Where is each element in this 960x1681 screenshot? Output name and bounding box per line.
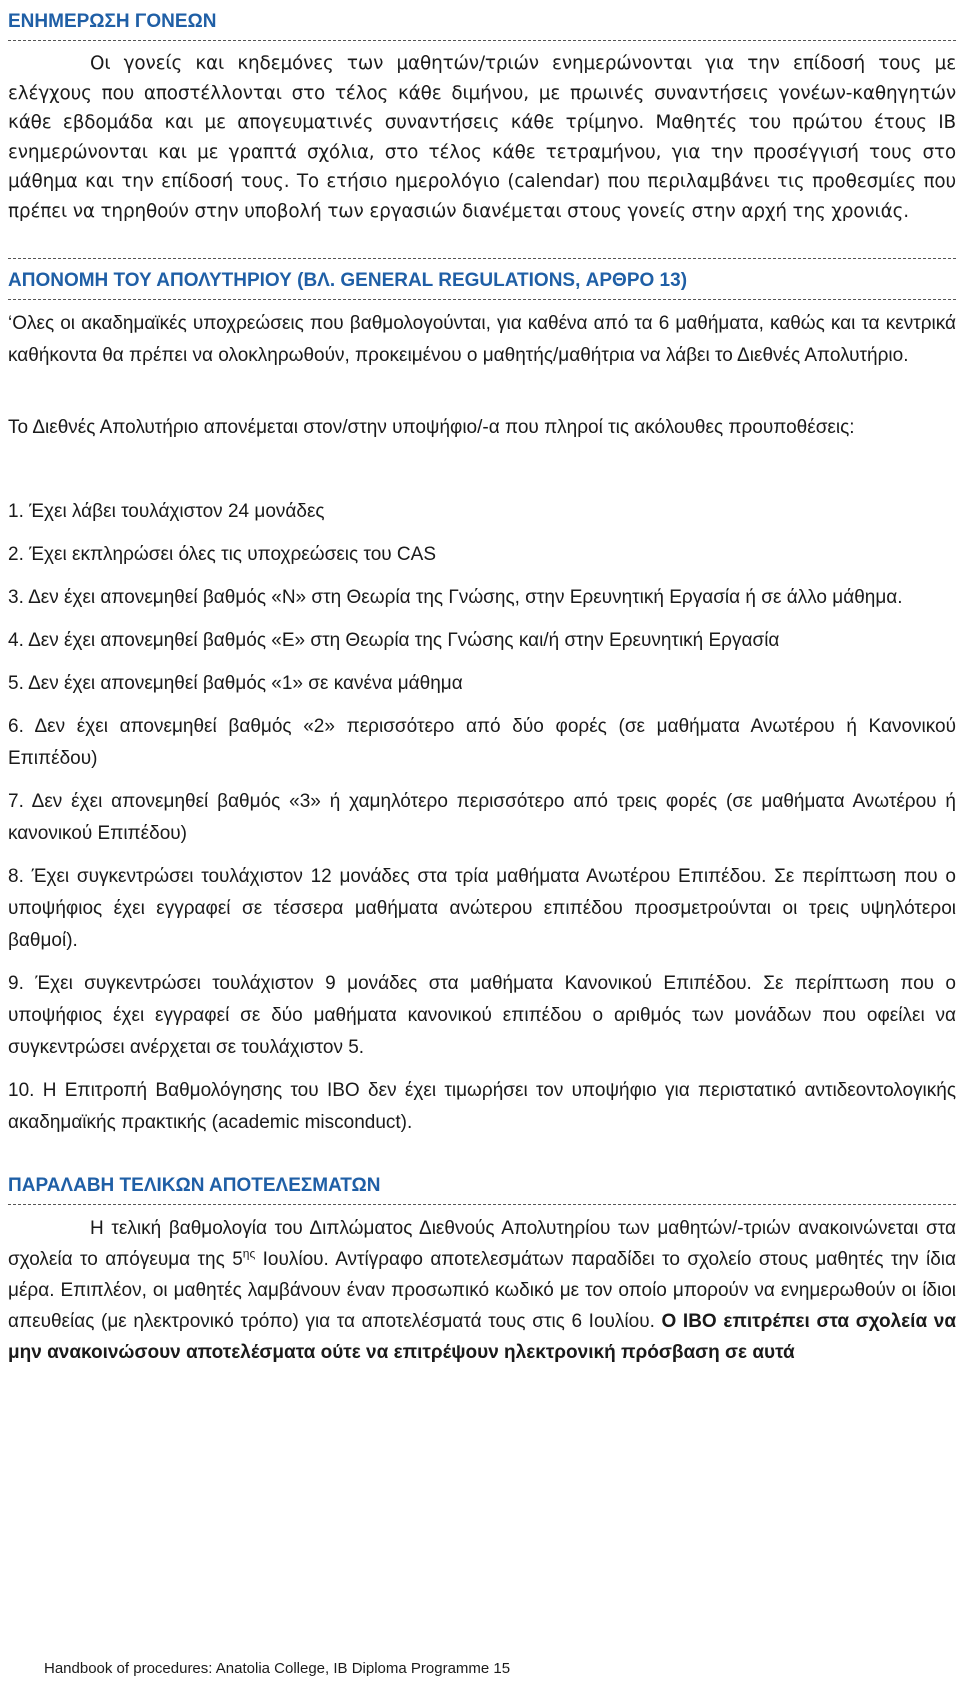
diploma-paragraph-2: Το Διεθνές Απολυτήριο απονέμεται στον/στην υποψήφιο/-α που πληροί τις ακόλουθες προυποθέσεις: bbox=[8, 417, 855, 438]
list-item: 7. Δεν έχει απονεμηθεί βαθμός «3» ή χαμηλότερο περισσότερο από τρεις φορές (σε μαθήματα Ανωτέρου ή κανονικού Επιπέδου) bbox=[8, 791, 956, 844]
list-item: 4. Δεν έχει απονεμηθεί βαθμός «E» στη Θεωρία της Γνώσης και/ή στην Ερευνητική Εργασία bbox=[8, 630, 780, 651]
results-text-2: Ιουλίου. Αντίγραφο αποτελεσμάτων παραδίδει το σχολείο στους μαθητές την ίδια μέρα. Επιπλέον, οι μαθητές λαμβάνουν έναν προσωπικό κωδικό με τον οποίο μπορούν να ενημερωθούν οι ίδιοι απευθείας (με ηλεκτρονικό τρόπο) για τα αποτελέσματά τους στις 6 Ιουλίου. bbox=[8, 1249, 956, 1332]
list-item: 5. Δεν έχει απονεμηθεί βαθμός «1» σε κανένα μάθημα bbox=[8, 673, 463, 694]
section-heading-diploma: ΑΠΟΝΟΜΗ ΤΟΥ ΑΠΟΛΥΤΗΡΙΟΥ (ΒΛ. GENERAL REGULATIONS, ΑΡΘΡΟ 13) bbox=[8, 258, 956, 300]
results-bold-text: Ο IBO επιτρέπει στα σχολεία να μην ανακοινώσουν αποτελέσματα ούτε να επιτρέψουν ηλεκτρονική πρόσβαση σε αυτά bbox=[8, 1311, 957, 1363]
results-text-1: Η τελική βαθμολογία του Διπλώματος Διεθνούς Απολυτηρίου των μαθητών/-τριών ανακοινώνεται στα σχολεία το απόγευμα της 5 bbox=[8, 1218, 956, 1270]
section-heading-results: ΠΑΡΑΛΑΒΗ ΤΕΛΙΚΩΝ ΑΠΟΤΕΛΕΣΜΑΤΩΝ bbox=[8, 1164, 956, 1205]
list-item: 3. Δεν έχει απονεμηθεί βαθμός «N» στη Θεωρία της Γνώσης, στην Ερευνητική Εργασία ή σε άλλο μάθημα. bbox=[8, 587, 903, 608]
results-paragraph bbox=[8, 1213, 956, 1368]
diploma-paragraph-1: ‘Ολες οι ακαδημαϊκές υποχρεώσεις που βαθμολογούνται, για καθένα από τα 6 μαθήματα, καθώς και τα κεντρικά καθήκοντα θα πρέπει να ολοκληρωθούν, προκειμένου ο μαθητής/μαθήτρια να λάβει το Διεθνές Απολυτήριο. bbox=[8, 313, 956, 366]
list-item: 8. Έχει συγκεντρώσει τουλάχιστον 12 μονάδες στα τρία μαθήματα Ανωτέρου Επιπέδου. Σε περίπτωση που ο υποψήφιος έχει εγγραφεί σε τέσσερα μαθήματα ανώτερου επιπέδου προσμετρούνται οι τρεις υψηλότεροι βαθμοί). bbox=[8, 866, 956, 951]
diploma-conditions-list bbox=[8, 496, 956, 1139]
page-footer: Handbook of procedures: Anatolia College, IB Diploma Programme 15 bbox=[44, 1660, 511, 1677]
parents-paragraph: Οι γονείς και κηδεμόνες των μαθητών/τριών ενημερώνονται για την επίδοσή τους με ελέγχους που αποστέλλονται στο τέλος κάθε διμήνου, με πρωινές συναντήσεις γονέων-καθηγητών κάθε εβδομάδα και με απογευματινές συναντήσεις κάθε τρίμηνο. Μαθητές του πρώτου έτους IB ενημερώνονται και με γραπτά σχόλια, στο τέλος κάθε τετραμήνου, για την προσέγγισή τους στο μάθημα και την επίδοσή τους. Το ετήσιο ημερολόγιο (calendar) που περιλαμβάνει τις προθεσμίες που πρέπει να τηρηθούν στην υποβολή των εργασιών διανέμεται στους γονείς στην αρχή της χρονιάς. bbox=[8, 53, 956, 222]
section-heading-parents: ΕΝΗΜΕΡΩΣΗ ΓΟΝΕΩΝ bbox=[8, 0, 956, 41]
list-item: 1. Έχει λάβει τουλάχιστον 24 μονάδες bbox=[8, 501, 325, 522]
list-item: 10. Η Επιτροπή Βαθμολόγησης του IBO δεν έχει τιμωρήσει τον υποψήφιο για περιστατικό αντιδεοντολογικής ακαδημαϊκής πρακτικής (academic misconduct). bbox=[8, 1080, 956, 1133]
list-item: 2. Έχει εκπληρώσει όλες τις υποχρεώσεις του CAS bbox=[8, 544, 436, 565]
list-item: 6. Δεν έχει απονεμηθεί βαθμός «2» περισσότερο από δύο φορές (σε μαθήματα Ανωτέρου ή Κανονικού Επιπέδου) bbox=[8, 716, 956, 769]
document-page bbox=[8, 0, 956, 1368]
ordinal-suffix: ης bbox=[242, 1246, 256, 1261]
list-item: 9. Έχει συγκεντρώσει τουλάχιστον 9 μονάδες στα μαθήματα Κανονικού Επιπέδου. Σε περίπτωση που ο υποψήφιος έχει εγγραφεί σε δύο μαθήματα κανονικού επιπέδου ο αριθμός των μονάδων που οφείλει να συγκεντρώσει ανέρχεται σε τουλάχιστον 5. bbox=[8, 973, 956, 1058]
